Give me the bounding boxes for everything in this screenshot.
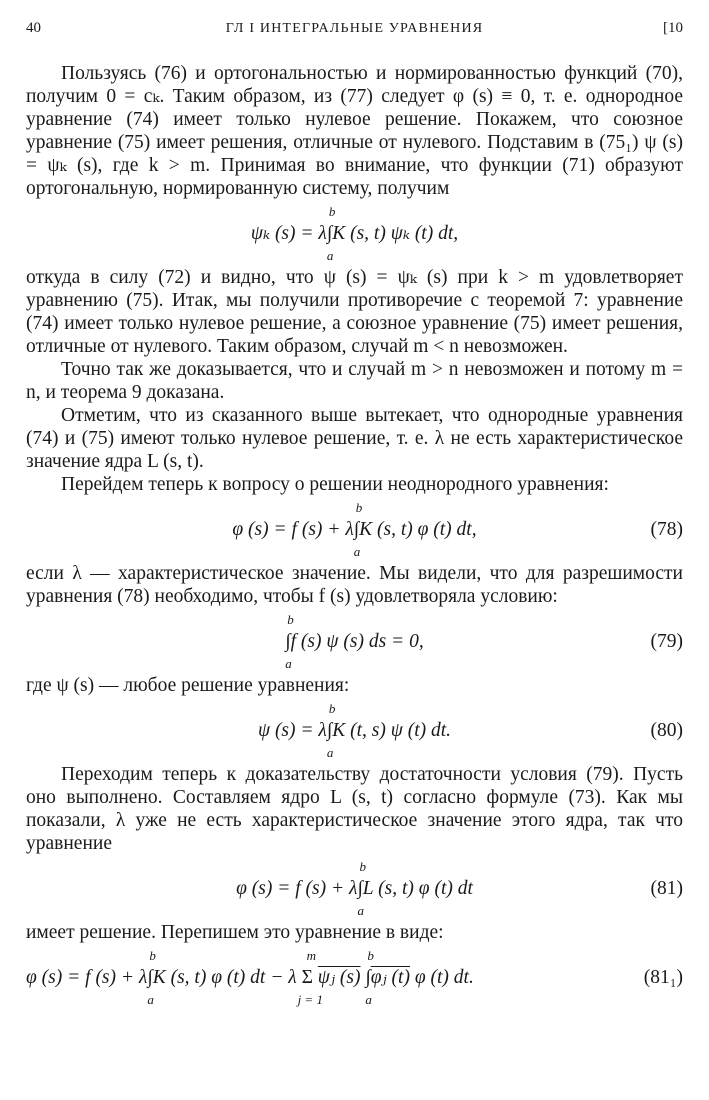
integral-sign: b ∫ a bbox=[327, 719, 332, 742]
upper-limit: b bbox=[359, 859, 366, 874]
integral-sign-2: b ∫ a bbox=[365, 966, 370, 989]
upper-limit: b bbox=[367, 948, 374, 963]
paragraph-8: Переходим теперь к доказательству достаточности условия (79). Пусть оно выполнено. Составляем ядро L (s, t) согласно формуле (73). Как мы показали, λ уже не есть характеристическое значение этого ядра, так что уравнение bbox=[26, 764, 683, 854]
equation-lhs: ψ (s) = λ bbox=[257, 720, 327, 741]
equation-formula bbox=[26, 500, 683, 559]
integral-sign: b ∫ a bbox=[285, 630, 290, 653]
conjugate-term: ψⱼ (s) bbox=[317, 967, 361, 988]
page-header bbox=[26, 20, 683, 44]
equation-number: (79) bbox=[650, 631, 683, 652]
sum-lower-limit: j = 1 bbox=[297, 992, 323, 1007]
paragraph-1: Пользуясь (76) и ортогональностью и нормированностью функций (70), получим 0 = cₖ. Таким образом, из (77) следует φ (s) ≡ 0, т. е. однородное уравнение (74) имеет только нулевое решение. Покажем, что союзное уравнение (75) имеет решения, отличные от нулевого. Подставим в (75₁) ψ (s) = ψₖ (s), где k > m. Принимая во внимание, что функции (71) образуют ортогональную, нормированную систему, получим bbox=[26, 63, 683, 199]
upper-limit: b bbox=[328, 701, 336, 716]
equation-79 bbox=[26, 608, 683, 674]
lower-limit: a bbox=[326, 248, 334, 263]
running-title: ГЛ I ИНТЕГРАЛЬНЫЕ УРАВНЕНИЯ bbox=[225, 21, 484, 36]
integral-sign: b ∫ a bbox=[354, 518, 359, 541]
lower-limit: a bbox=[147, 992, 154, 1007]
equation-81-1 bbox=[26, 944, 683, 1010]
equation-lhs: ψₖ (s) = λ bbox=[250, 223, 327, 244]
equation-number: (80) bbox=[650, 720, 683, 741]
paragraph-4: Отметим, что из сказанного выше вытекает, что однородные уравнения (74) и (75) имеют только нулевое решение, т. е. λ не есть характеристическое значение ядра L (s, t). bbox=[26, 405, 683, 472]
lower-limit: a bbox=[365, 992, 372, 1007]
paragraph-2: откуда в силу (72) и видно, что ψ (s) = ψₖ (s) при k > m удовлетворяет уравнению (75). Итак, мы получили противоречие с теоремой 7: уравнение (74) имеет только нулевое решение, а союзное уравнение (75) имеет решения, отличные от нулевого. Таким образом, случай m < n невозможен. bbox=[26, 267, 683, 357]
conjugate-factor: φⱼ (t) bbox=[370, 967, 410, 988]
equation-78 bbox=[26, 496, 683, 562]
paragraph-7: где ψ (s) — любое решение уравнения: bbox=[26, 675, 350, 696]
equation-lhs: φ (s) = f (s) + λ bbox=[236, 878, 358, 899]
sum-upper-limit: m bbox=[306, 948, 316, 963]
paragraph-6: если λ — характеристическое значение. Мы видели, что для разрешимости уравнения (78) необходимо, чтобы f (s) удовлетворяла условию: bbox=[26, 563, 683, 607]
equation-tail: φ (t) dt. bbox=[414, 967, 474, 988]
equation-rhs: f (s) ψ (s) ds = 0, bbox=[290, 631, 424, 652]
equation-middle: K (s, t) φ (t) dt − λ bbox=[152, 967, 297, 988]
paragraph-3: Точно так же доказывается, что и случай m > n невозможен и потому m = n, и теорема 9 доказана. bbox=[26, 359, 683, 403]
sum-sign: m Σ j = 1 bbox=[302, 966, 313, 989]
equation-lhs: φ (s) = f (s) + λ bbox=[26, 967, 148, 988]
integral-sign: b ∫ a bbox=[147, 966, 152, 989]
equation-rhs: L (s, t) φ (t) dt bbox=[362, 878, 473, 899]
upper-limit: b bbox=[149, 948, 156, 963]
paragraph-9: имеет решение. Перепишем это уравнение в виде: bbox=[26, 922, 444, 943]
upper-limit: b bbox=[328, 204, 336, 219]
lower-limit: a bbox=[326, 745, 334, 760]
equation-80 bbox=[26, 697, 683, 763]
integral-sign: b ∫ a bbox=[327, 222, 332, 245]
equation-number: (78) bbox=[650, 519, 683, 540]
equation-psi-k bbox=[26, 200, 683, 266]
equation-rhs: K (s, t) ψₖ (t) dt, bbox=[332, 223, 459, 244]
paragraph-5: Перейдем теперь к вопросу о решении неоднородного уравнения: bbox=[61, 474, 609, 495]
upper-limit: b bbox=[355, 500, 363, 515]
equation-formula bbox=[26, 948, 683, 1007]
lower-limit: a bbox=[285, 656, 292, 671]
integral-sign: b ∫ a bbox=[357, 877, 362, 900]
equation-formula bbox=[26, 701, 683, 760]
lower-limit: a bbox=[353, 544, 361, 559]
upper-limit: b bbox=[287, 612, 294, 627]
section-number: [10 bbox=[663, 20, 683, 36]
equation-81 bbox=[26, 855, 683, 921]
equation-lhs: φ (s) = f (s) + λ bbox=[232, 519, 354, 540]
equation-formula bbox=[26, 859, 683, 918]
page-body bbox=[26, 62, 683, 1010]
page-number: 40 bbox=[26, 20, 41, 36]
equation-rhs: K (t, s) ψ (t) dt. bbox=[332, 720, 452, 741]
equation-formula bbox=[26, 612, 683, 671]
equation-rhs: K (s, t) φ (t) dt, bbox=[359, 519, 477, 540]
lower-limit: a bbox=[357, 903, 364, 918]
equation-formula bbox=[26, 204, 683, 263]
equation-number: (81) bbox=[650, 878, 683, 899]
equation-number: (81₁) bbox=[643, 967, 683, 988]
